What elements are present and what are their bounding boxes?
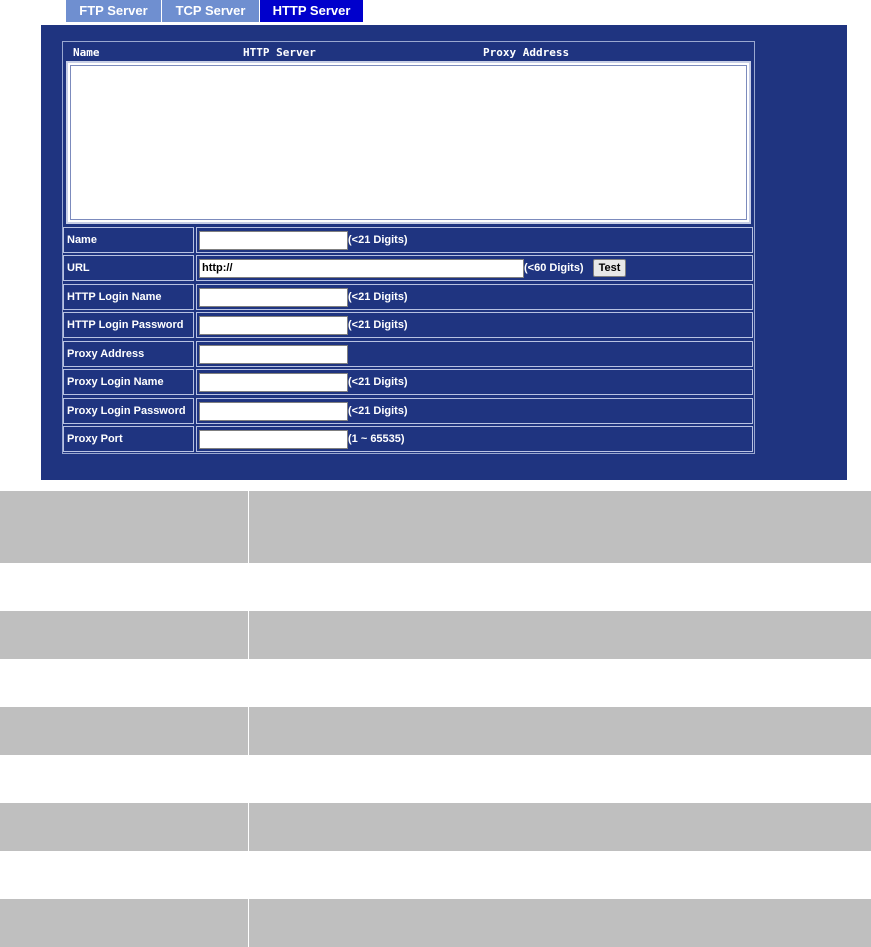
- http-login-password-hint: (<21 Digits): [348, 319, 408, 331]
- description-table-row: [0, 851, 871, 899]
- proxy-login-name-input[interactable]: [199, 373, 348, 392]
- proxy-port-label: Proxy Port: [63, 426, 194, 452]
- description-table-row: [0, 707, 871, 755]
- description-table-row: [0, 563, 871, 611]
- proxy-login-password-hint: (<21 Digits): [348, 405, 408, 417]
- http-login-password-input[interactable]: [199, 316, 348, 335]
- http-login-name-row: [63, 284, 753, 310]
- http-login-name-hint: (<21 Digits): [348, 291, 408, 303]
- description-table-row: [0, 899, 871, 947]
- proxy-login-name-label: Proxy Login Name: [63, 369, 194, 395]
- column-proxy-address: Proxy Address: [483, 46, 570, 59]
- proxy-address-row: [63, 341, 753, 367]
- description-table-row: [0, 659, 871, 707]
- description-table-header-row: [0, 491, 871, 563]
- column-name: Name: [73, 46, 100, 59]
- test-button[interactable]: Test: [593, 259, 626, 277]
- http-login-name-input[interactable]: [199, 288, 348, 307]
- description-table-row: [0, 611, 871, 659]
- name-hint: (<21 Digits): [348, 234, 408, 246]
- url-label: URL: [63, 255, 194, 281]
- proxy-login-password-row: [63, 398, 753, 424]
- proxy-login-name-row: [63, 369, 753, 395]
- proxy-port-row: [63, 426, 753, 452]
- tab-http-server[interactable]: HTTP Server: [260, 0, 364, 22]
- url-input[interactable]: http://: [199, 259, 524, 278]
- url-hint: (<60 Digits): [524, 262, 584, 274]
- http-login-name-label: HTTP Login Name: [63, 284, 194, 310]
- server-tabs: [66, 0, 364, 22]
- server-list[interactable]: [66, 61, 751, 224]
- http-login-password-label: HTTP Login Password: [63, 312, 194, 338]
- proxy-port-input[interactable]: [199, 430, 348, 449]
- name-label: Name: [63, 227, 194, 253]
- proxy-address-input[interactable]: [199, 345, 348, 364]
- http-login-password-row: [63, 312, 753, 338]
- url-row: [63, 255, 753, 281]
- column-http-server: HTTP Server: [243, 46, 316, 59]
- proxy-port-hint: (1 ~ 65535): [348, 433, 405, 445]
- description-table-row: [0, 755, 871, 803]
- tab-tcp-server[interactable]: TCP Server: [162, 0, 260, 22]
- proxy-login-password-input[interactable]: [199, 402, 348, 421]
- description-table-row: [0, 803, 871, 851]
- server-list-header: [66, 44, 751, 62]
- proxy-address-label: Proxy Address: [63, 341, 194, 367]
- name-row: [63, 227, 753, 253]
- proxy-login-password-label: Proxy Login Password: [63, 398, 194, 424]
- proxy-login-name-hint: (<21 Digits): [348, 376, 408, 388]
- name-input[interactable]: [199, 231, 348, 250]
- tab-ftp-server[interactable]: FTP Server: [66, 0, 162, 22]
